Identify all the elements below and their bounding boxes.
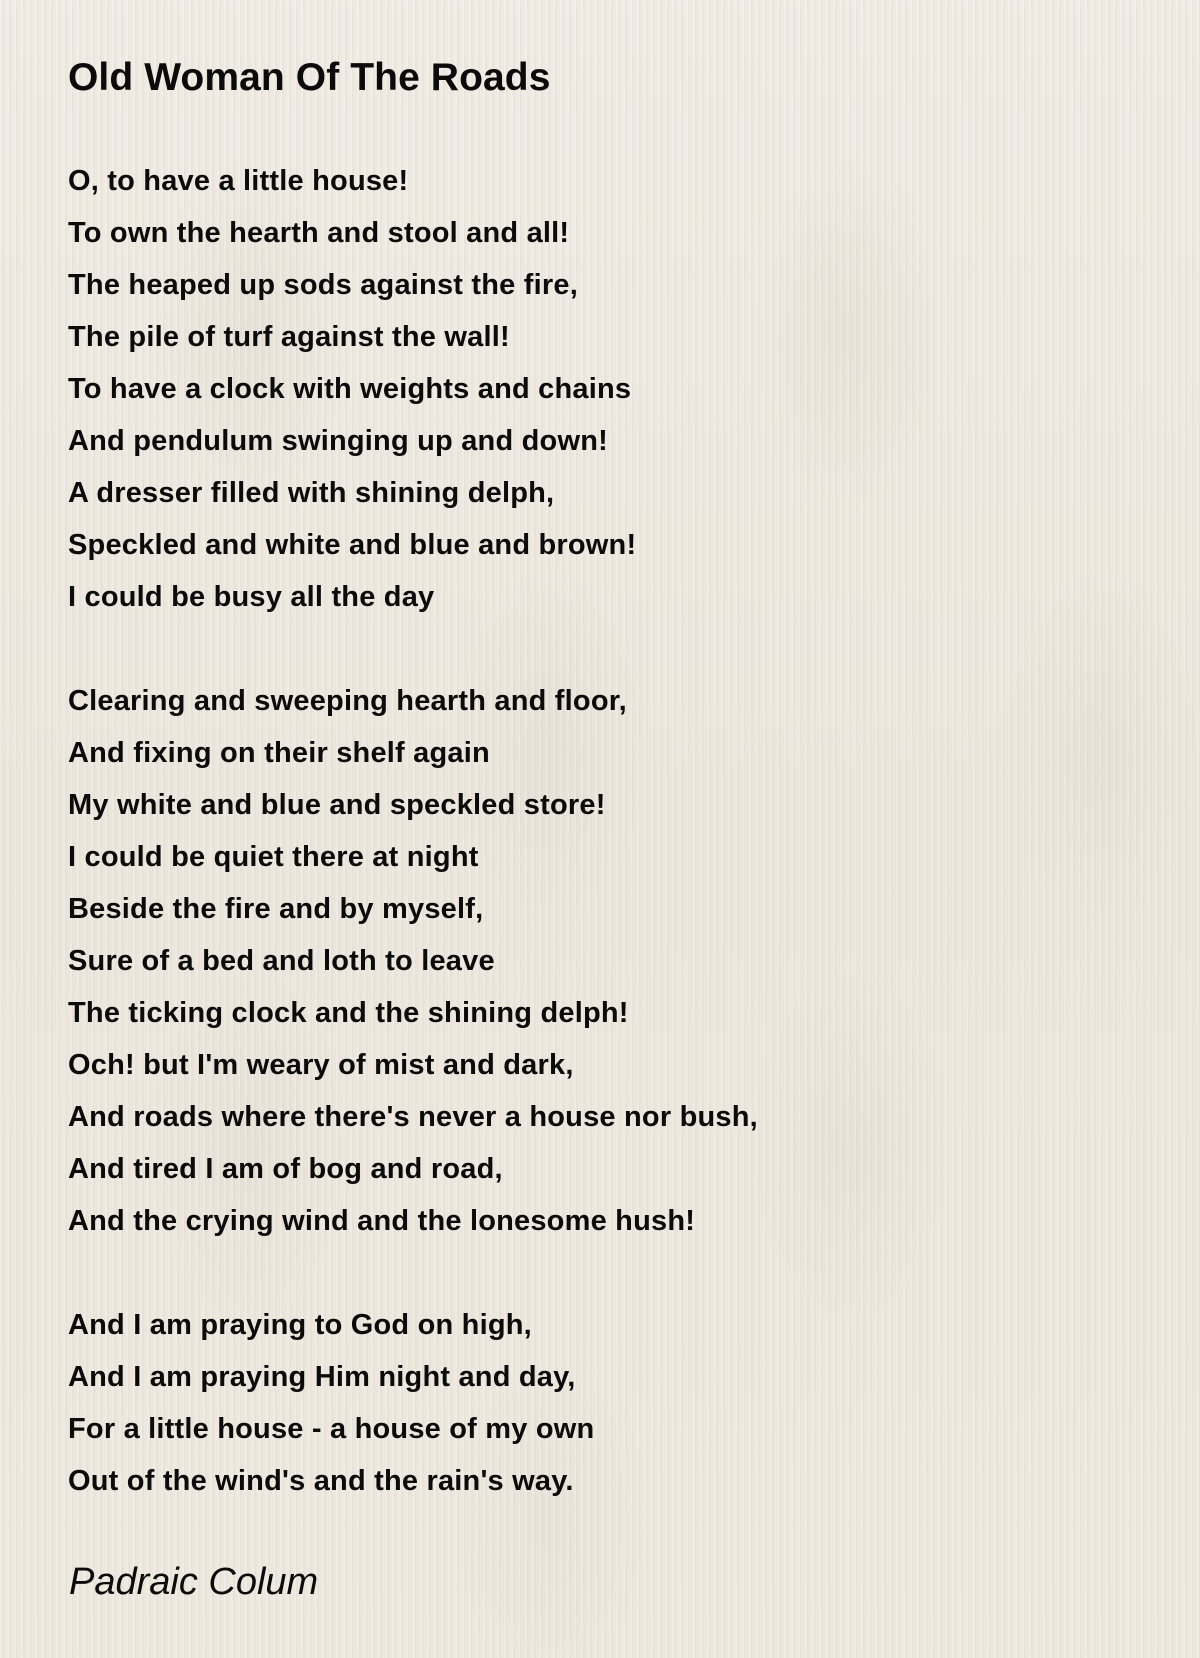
poem-line: Speckled and white and blue and brown! bbox=[68, 529, 637, 561]
poem-line: To own the hearth and stool and all! bbox=[68, 217, 570, 249]
poem-body bbox=[68, 155, 758, 1507]
poem-line: A dresser filled with shining delph, bbox=[68, 477, 555, 509]
stanza-3 bbox=[68, 1299, 758, 1507]
poem-line: I could be quiet there at night bbox=[68, 841, 479, 873]
poem-line: And tired I am of bog and road, bbox=[68, 1153, 503, 1185]
stanza-2 bbox=[68, 675, 758, 1247]
poem-line: Out of the wind's and the rain's way. bbox=[68, 1465, 574, 1497]
poem-line: Beside the fire and by myself, bbox=[68, 893, 484, 925]
poem-line: And fixing on their shelf again bbox=[68, 737, 490, 769]
poem-line: The heaped up sods against the fire, bbox=[68, 269, 578, 301]
poem-line: And I am praying Him night and day, bbox=[68, 1361, 576, 1393]
poem-line: And the crying wind and the lonesome hush! bbox=[68, 1205, 696, 1237]
poem-line: Clearing and sweeping hearth and floor, bbox=[68, 685, 627, 717]
poem-author: Padraic Colum bbox=[69, 1561, 319, 1603]
poem-line: And pendulum swinging up and down! bbox=[68, 425, 609, 457]
poem-line: My white and blue and speckled store! bbox=[68, 789, 606, 821]
poem-page bbox=[68, 0, 1200, 1658]
poem-line: I could be busy all the day bbox=[68, 581, 435, 613]
poem-line: And roads where there's never a house nor bush, bbox=[68, 1101, 758, 1133]
poem-line: To have a clock with weights and chains bbox=[68, 373, 632, 405]
poem-line: Och! but I'm weary of mist and dark, bbox=[68, 1049, 574, 1081]
stanza-break bbox=[68, 623, 758, 675]
stanza-1 bbox=[68, 155, 758, 623]
stanza-break bbox=[68, 1247, 758, 1299]
poem-line: The ticking clock and the shining delph! bbox=[68, 997, 629, 1029]
poem-line: For a little house - a house of my own bbox=[68, 1413, 595, 1445]
poem-line: The pile of turf against the wall! bbox=[68, 321, 510, 353]
poem-title: Old Woman Of The Roads bbox=[68, 56, 551, 99]
poem-line: And I am praying to God on high, bbox=[68, 1309, 532, 1341]
poem-line: O, to have a little house! bbox=[68, 165, 409, 197]
poem-line: Sure of a bed and loth to leave bbox=[68, 945, 495, 977]
